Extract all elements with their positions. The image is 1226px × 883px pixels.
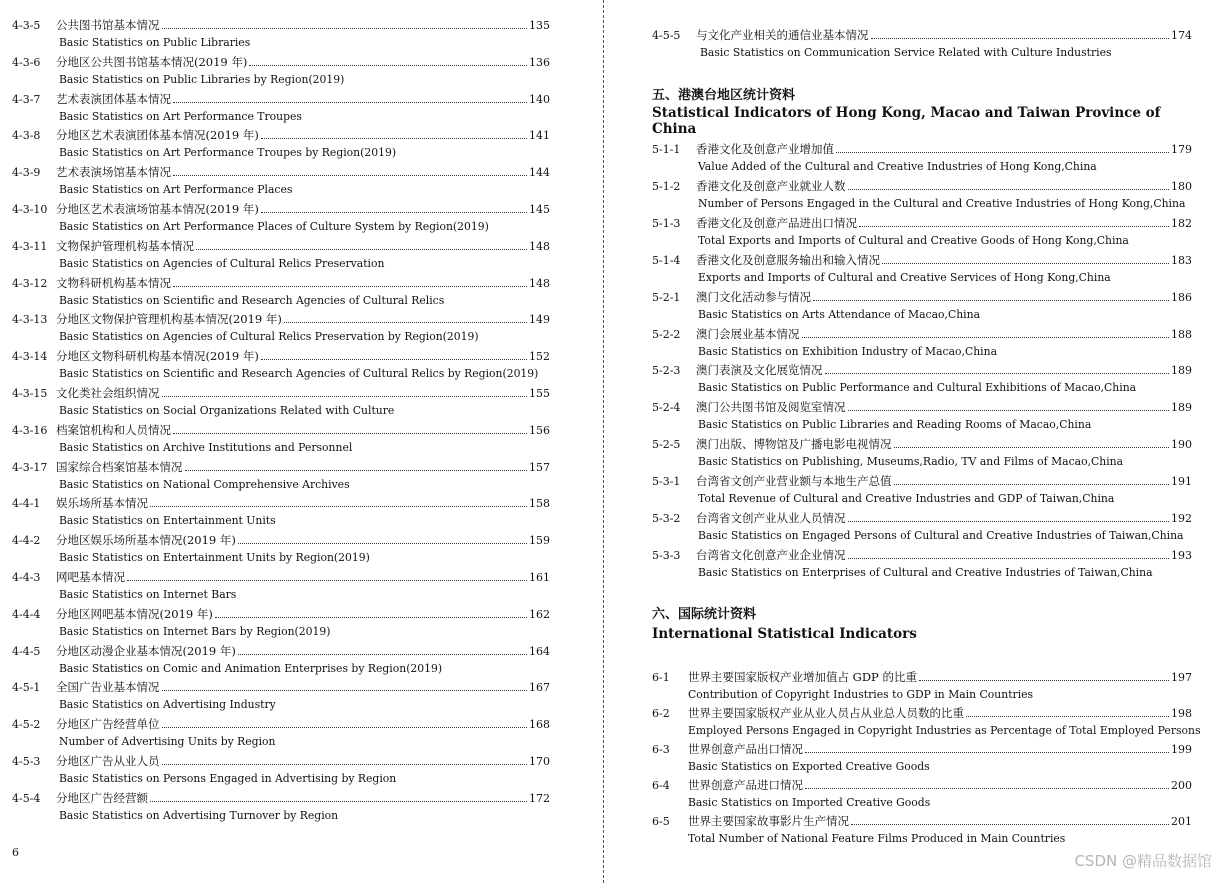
entry-page: 180: [1171, 179, 1192, 193]
leader-dots: [162, 727, 528, 728]
leader-dots: [261, 138, 527, 139]
watermark: CSDN @精品数据馆: [1074, 852, 1212, 870]
leader-dots: [919, 680, 1169, 681]
entry-number: 4-3-8: [12, 129, 41, 143]
entry-title-zh: 澳门公共图书馆及阅览室情况: [696, 400, 846, 415]
toc-entry: [12, 311, 550, 345]
entry-number: 4-4-4: [12, 607, 41, 621]
entry-page: 198: [1171, 707, 1192, 720]
leader-dots: [848, 558, 1170, 559]
entry-number: 4-4-1: [12, 497, 41, 511]
entry-page: 199: [1171, 743, 1192, 756]
entry-number: 6-4: [652, 779, 670, 792]
leader-dots: [848, 521, 1170, 522]
entry-title-en: Basic Statistics on Art Performance Troupes: [59, 109, 302, 123]
entry-number: 4-4-5: [12, 644, 41, 658]
entry-number: 4-5-2: [12, 718, 41, 732]
toc-entry: [652, 669, 1192, 703]
entry-number: 5-2-4: [652, 401, 681, 415]
toc-entry: [12, 91, 550, 125]
entry-number: 4-5-5: [652, 29, 681, 42]
entry-title-en: Basic Statistics on Internet Bars: [59, 588, 237, 601]
toc-entry: [652, 215, 1192, 249]
toc-entry: [12, 422, 550, 456]
entry-title-en: Basic Statistics on Engaged Persons of Cultural and Creative Industries of Taiwan,China: [698, 529, 1184, 542]
entry-page: 191: [1171, 475, 1192, 489]
entry-number: 5-1-3: [652, 216, 681, 230]
leader-dots: [871, 38, 1170, 39]
entry-number: 6-1: [652, 671, 670, 684]
entry-number: 5-1-1: [652, 143, 681, 156]
leader-dots: [238, 654, 527, 655]
entry-page: 157: [529, 460, 550, 474]
toc-entry: [652, 813, 1192, 847]
entry-title-zh: 全国广告业基本情况: [56, 680, 160, 695]
toc-entry: [12, 569, 550, 603]
leader-dots: [238, 543, 527, 544]
entry-number: 4-5-4: [12, 791, 41, 805]
entry-number: 5-2-5: [652, 438, 681, 452]
entry-page: 179: [1171, 143, 1192, 156]
leader-dots: [173, 102, 527, 103]
entry-number: 4-3-9: [12, 166, 41, 180]
entry-title-zh: 分地区文物科研机构基本情况(2019 年): [56, 349, 259, 364]
entry-title-zh: 分地区文物保护管理机构基本情况(2019 年): [56, 312, 282, 327]
toc-entry: [12, 385, 550, 419]
entry-number: 4-3-5: [12, 19, 41, 32]
entry-title-zh: 香港文化及创意服务输出和输入情况: [696, 252, 880, 267]
entry-title-zh: 香港文化及创意产业就业人数: [696, 178, 846, 193]
toc-entry: [12, 459, 550, 493]
entry-page: 189: [1171, 364, 1192, 378]
section6-title-zh: 六、国际统计资料: [652, 607, 757, 622]
section5-title-en: Statistical Indicators of Hong Kong, Macao and Taiwan Province of China: [652, 105, 1161, 137]
entry-number: 4-3-12: [12, 276, 48, 290]
leader-dots: [284, 322, 527, 323]
entry-number: 4-3-13: [12, 313, 48, 327]
entry-page: 192: [1171, 512, 1192, 525]
entry-title-en: Basic Statistics on Agencies of Cultural Relics Preservation: [59, 256, 385, 270]
leader-dots: [196, 249, 527, 250]
entry-page: 152: [529, 350, 550, 364]
toc-entry: [652, 777, 1192, 811]
leader-dots: [162, 28, 528, 29]
leader-dots: [859, 226, 1169, 227]
entry-title-en: Basic Statistics on Entertainment Units: [59, 514, 276, 528]
leader-dots: [825, 373, 1170, 374]
toc-entry: [12, 127, 550, 161]
entry-page: 170: [529, 755, 550, 768]
entry-page: 135: [529, 19, 550, 32]
toc-entry: [652, 705, 1201, 739]
entry-title-en: Basic Statistics on Persons Engaged in Advertising by Region: [59, 772, 397, 785]
toc-entry: [652, 473, 1192, 507]
leader-dots: [805, 788, 1169, 789]
toc-entry: [12, 348, 550, 382]
entry-page: 189: [1171, 401, 1192, 415]
page-divider: [603, 0, 604, 883]
entry-page: 186: [1171, 290, 1192, 304]
leader-dots: [894, 447, 1170, 448]
entry-title-zh: 澳门表演及文化展览情况: [696, 363, 823, 378]
entry-title-en: Basic Statistics on Internet Bars by Region(2019): [59, 624, 331, 638]
entry-title-zh: 分地区公共图书馆基本情况(2019 年): [56, 54, 248, 69]
entry-number: 4-3-6: [12, 55, 41, 69]
entry-title-en: Basic Statistics on Scientific and Research Agencies of Cultural Relics by Region(2019): [59, 367, 539, 381]
entry-number: 4-3-14: [12, 350, 48, 364]
entry-page: 162: [529, 607, 550, 621]
entry-title-en: Basic Statistics on Exported Creative Goods: [688, 760, 930, 773]
entry-number: 4-5-1: [12, 681, 41, 695]
entry-title-en: Basic Statistics on Art Performance Troupes by Region(2019): [59, 146, 397, 160]
toc-entry: [12, 238, 550, 272]
entry-page: 168: [529, 718, 550, 732]
entry-title-zh: 澳门会展业基本情况: [696, 326, 800, 341]
entry-title-zh: 世界主要国家版权产业从业人员占从业总人员数的比重: [688, 706, 964, 720]
entry-title-en: Basic Statistics on Art Performance Places of Culture System by Region(2019): [59, 220, 489, 233]
entry-title-en: Basic Statistics on Public Libraries and Reading Rooms of Macao,China: [698, 418, 1092, 432]
entry-title-en: Basic Statistics on Advertising Turnover by Region: [59, 808, 339, 822]
entry-page: 141: [529, 129, 550, 143]
entry-title-en: Basic Statistics on Public Performance and Cultural Exhibitions of Macao,China: [698, 381, 1137, 395]
entry-title-zh: 世界创意产品进口情况: [688, 778, 803, 792]
entry-title-en: Contribution of Copyright Industries to GDP in Main Countries: [688, 688, 1034, 701]
entry-title-zh: 国家综合档案馆基本情况: [56, 459, 183, 474]
entry-title-zh: 文物科研机构基本情况: [56, 275, 171, 290]
entry-title-en: Exports and Imports of Cultural and Creative Services of Hong Kong,China: [698, 270, 1111, 284]
entry-title-zh: 台湾省文化创意产业企业情况: [696, 547, 846, 562]
entry-title-zh: 澳门文化活动参与情况: [696, 289, 811, 304]
leader-dots: [851, 824, 1169, 825]
entry-title-zh: 文化类社会组织情况: [56, 386, 160, 400]
entry-title-en: Total Number of National Feature Films Produced in Main Countries: [688, 832, 1066, 845]
entry-title-zh: 分地区广告经营单位: [56, 717, 160, 732]
leader-dots: [162, 396, 528, 397]
entry-title-zh: 台湾省文创产业营业额与本地生产总值: [696, 474, 892, 489]
toc-entry: [652, 326, 1192, 360]
entry-title-zh: 文物保护管理机构基本情况: [56, 238, 194, 253]
entry-title-zh: 艺术表演团体基本情况: [56, 91, 171, 106]
toc-entry: [652, 436, 1192, 470]
leader-dots: [173, 175, 527, 176]
toc-entry: [12, 17, 550, 51]
entry-title-zh: 台湾省文创产业从业人员情况: [696, 511, 846, 525]
entry-page: 140: [529, 92, 550, 106]
entry-page: 172: [529, 791, 550, 805]
entry-number: 4-3-16: [12, 423, 48, 437]
entry-title-zh: 娱乐场所基本情况: [56, 496, 148, 511]
entry-page: 156: [529, 423, 550, 437]
entry-title-en: Number of Advertising Units by Region: [59, 735, 276, 749]
toc-entry: [652, 510, 1192, 544]
entry-title-en: Basic Statistics on Comic and Animation Enterprises by Region(2019): [59, 661, 443, 675]
section6-title-en: International Statistical Indicators: [652, 626, 917, 642]
toc-entry: [12, 201, 550, 235]
toc-entry: [652, 27, 1192, 61]
entry-number: 5-3-1: [652, 475, 681, 489]
leader-dots: [150, 506, 527, 507]
entry-title-zh: 分地区网吧基本情况(2019 年): [56, 606, 213, 621]
entry-number: 4-3-10: [12, 203, 48, 216]
toc-entry: [652, 178, 1192, 212]
entry-title-zh: 分地区动漫企业基本情况(2019 年): [56, 643, 236, 658]
toc-entry: [652, 289, 1192, 323]
entry-number: 5-2-2: [652, 327, 681, 341]
entry-title-en: Basic Statistics on Communication Service Related with Culture Industries: [700, 46, 1112, 59]
entry-page: 167: [529, 681, 550, 695]
toc-entry: [12, 532, 550, 566]
entry-page: 136: [529, 55, 550, 69]
leader-dots: [150, 801, 527, 802]
entry-title-en: Basic Statistics on Scientific and Research Agencies of Cultural Relics: [59, 293, 445, 307]
leader-dots: [215, 617, 527, 618]
entry-number: 4-3-11: [12, 239, 48, 253]
toc-entry: [652, 141, 1192, 175]
entry-title-zh: 分地区广告从业人员: [56, 754, 160, 768]
toc-entry: [652, 399, 1192, 433]
entry-title-en: Basic Statistics on Agencies of Cultural Relics Preservation by Region(2019): [59, 330, 479, 344]
entry-title-en: Basic Statistics on Arts Attendance of Macao,China: [698, 307, 981, 321]
leader-dots: [173, 433, 527, 434]
entry-title-zh: 公共图书馆基本情况: [56, 18, 160, 32]
entry-title-en: Total Exports and Imports of Cultural and Creative Goods of Hong Kong,China: [698, 233, 1129, 247]
entry-page: 155: [529, 387, 550, 400]
toc-entry: [652, 362, 1192, 396]
entry-title-zh: 香港文化及创意产业增加值: [696, 142, 834, 156]
entry-title-zh: 网吧基本情况: [56, 570, 125, 584]
entry-title-zh: 分地区娱乐场所基本情况(2019 年): [56, 533, 236, 548]
leader-dots: [882, 263, 1169, 264]
entry-page: 193: [1171, 548, 1192, 562]
leader-dots: [802, 337, 1170, 338]
entry-page: 148: [529, 239, 550, 253]
entry-title-zh: 档案馆机构和人员情况: [56, 422, 171, 437]
entry-page: 158: [529, 497, 550, 511]
entry-title-en: Basic Statistics on Advertising Industry: [59, 698, 276, 712]
entry-number: 5-3-2: [652, 512, 681, 525]
entry-title-en: Basic Statistics on Enterprises of Cultural and Creative Industries of Taiwan,China: [698, 565, 1153, 579]
entry-title-zh: 香港文化及创意产品进出口情况: [696, 215, 857, 230]
entry-title-en: Basic Statistics on Entertainment Units by Region(2019): [59, 551, 370, 565]
entry-page: 144: [529, 166, 550, 180]
leader-dots: [966, 716, 1169, 717]
toc-entry: [12, 716, 550, 750]
leader-dots: [162, 690, 528, 691]
leader-dots: [805, 752, 1169, 753]
entry-number: 6-2: [652, 707, 670, 720]
entry-page: 197: [1171, 671, 1192, 684]
entry-title-en: Basic Statistics on Art Performance Places: [59, 183, 293, 197]
entry-title-en: Basic Statistics on National Comprehensive Archives: [59, 477, 350, 491]
leader-dots: [848, 189, 1170, 190]
entry-page: 161: [529, 571, 550, 584]
entry-number: 4-4-3: [12, 571, 41, 584]
leader-dots: [261, 212, 527, 213]
leader-dots: [813, 300, 1169, 301]
entry-number: 6-5: [652, 815, 670, 828]
entry-title-en: Basic Statistics on Archive Institutions and Personnel: [59, 440, 353, 454]
leader-dots: [173, 286, 527, 287]
entry-number: 5-2-1: [652, 290, 681, 304]
entry-page: 182: [1171, 216, 1192, 230]
entry-page: 190: [1171, 438, 1192, 452]
entry-number: 5-3-3: [652, 548, 681, 562]
toc-entry: [12, 495, 550, 529]
entry-title-en: Number of Persons Engaged in the Cultural and Creative Industries of Hong Kong,China: [698, 196, 1186, 210]
entry-page: 164: [529, 644, 550, 658]
leader-dots: [127, 580, 527, 581]
entry-number: 4-3-15: [12, 387, 48, 400]
leader-dots: [848, 410, 1170, 411]
entry-title-zh: 世界主要国家版权产业增加值占 GDP 的比重: [688, 670, 917, 684]
entry-page: 145: [529, 203, 550, 216]
entry-title-en: Basic Statistics on Exhibition Industry of Macao,China: [698, 344, 998, 358]
entry-title-en: Basic Statistics on Public Libraries: [59, 36, 251, 49]
toc-entry: [652, 252, 1192, 286]
entry-number: 6-3: [652, 743, 670, 756]
entry-title-zh: 澳门出版、博物馆及广播电影电视情况: [696, 437, 892, 452]
toc-entry: [12, 275, 550, 309]
entry-title-zh: 分地区艺术表演团体基本情况(2019 年): [56, 128, 259, 143]
entry-title-en: Basic Statistics on Imported Creative Goods: [688, 796, 931, 809]
entry-title-en: Value Added of the Cultural and Creative Industries of Hong Kong,China: [698, 160, 1097, 173]
entry-title-en: Employed Persons Engaged in Copyright Industries as Percentage of Total Employed Persons: [688, 724, 1201, 737]
toc-entry: [12, 753, 550, 787]
entry-number: 4-3-7: [12, 92, 41, 106]
entry-title-en: Basic Statistics on Social Organizations Related with Culture: [59, 404, 395, 417]
toc-entry: [652, 741, 1192, 775]
toc-entry: [12, 54, 550, 88]
leader-dots: [261, 359, 527, 360]
leader-dots: [894, 484, 1170, 485]
leader-dots: [162, 764, 528, 765]
entry-page: 174: [1171, 29, 1192, 42]
entry-title-zh: 世界主要国家故事影片生产情况: [688, 814, 849, 828]
leader-dots: [249, 65, 527, 66]
toc-entry: [12, 643, 550, 677]
toc-entry: [652, 547, 1192, 581]
entry-title-zh: 世界创意产品出口情况: [688, 742, 803, 756]
entry-number: 5-2-3: [652, 364, 681, 378]
toc-entry: [12, 164, 550, 198]
entry-page: 149: [529, 313, 550, 327]
leader-dots: [185, 470, 528, 471]
entry-page: 159: [529, 534, 550, 548]
entry-title-zh: 艺术表演场馆基本情况: [56, 165, 171, 180]
entry-number: 4-4-2: [12, 534, 41, 548]
entry-number: 4-5-3: [12, 755, 41, 768]
toc-entry: [12, 606, 550, 640]
entry-page: 200: [1171, 779, 1192, 792]
entry-title-zh: 与文化产业相关的通信业基本情况: [696, 28, 869, 42]
entry-page: 148: [529, 276, 550, 290]
leader-dots: [836, 152, 1169, 153]
entry-title-en: Basic Statistics on Publishing, Museums,Radio, TV and Films of Macao,China: [698, 455, 1124, 469]
entry-number: 5-1-4: [652, 253, 681, 267]
page-number: 6: [12, 846, 19, 859]
section5-title-zh: 五、港澳台地区统计资料: [652, 88, 796, 103]
entry-number: 5-1-2: [652, 179, 681, 193]
entry-title-en: Basic Statistics on Public Libraries by Region(2019): [59, 72, 345, 86]
entry-number: 4-3-17: [12, 460, 48, 474]
entry-title-zh: 分地区广告经营额: [56, 790, 148, 805]
entry-title-en: Total Revenue of Cultural and Creative Industries and GDP of Taiwan,China: [698, 492, 1115, 506]
entry-page: 201: [1171, 815, 1192, 828]
entry-title-zh: 分地区艺术表演场馆基本情况(2019 年): [56, 202, 259, 216]
entry-page: 183: [1171, 253, 1192, 267]
toc-entry: [12, 790, 550, 824]
entry-page: 188: [1171, 327, 1192, 341]
toc-entry: [12, 679, 550, 713]
